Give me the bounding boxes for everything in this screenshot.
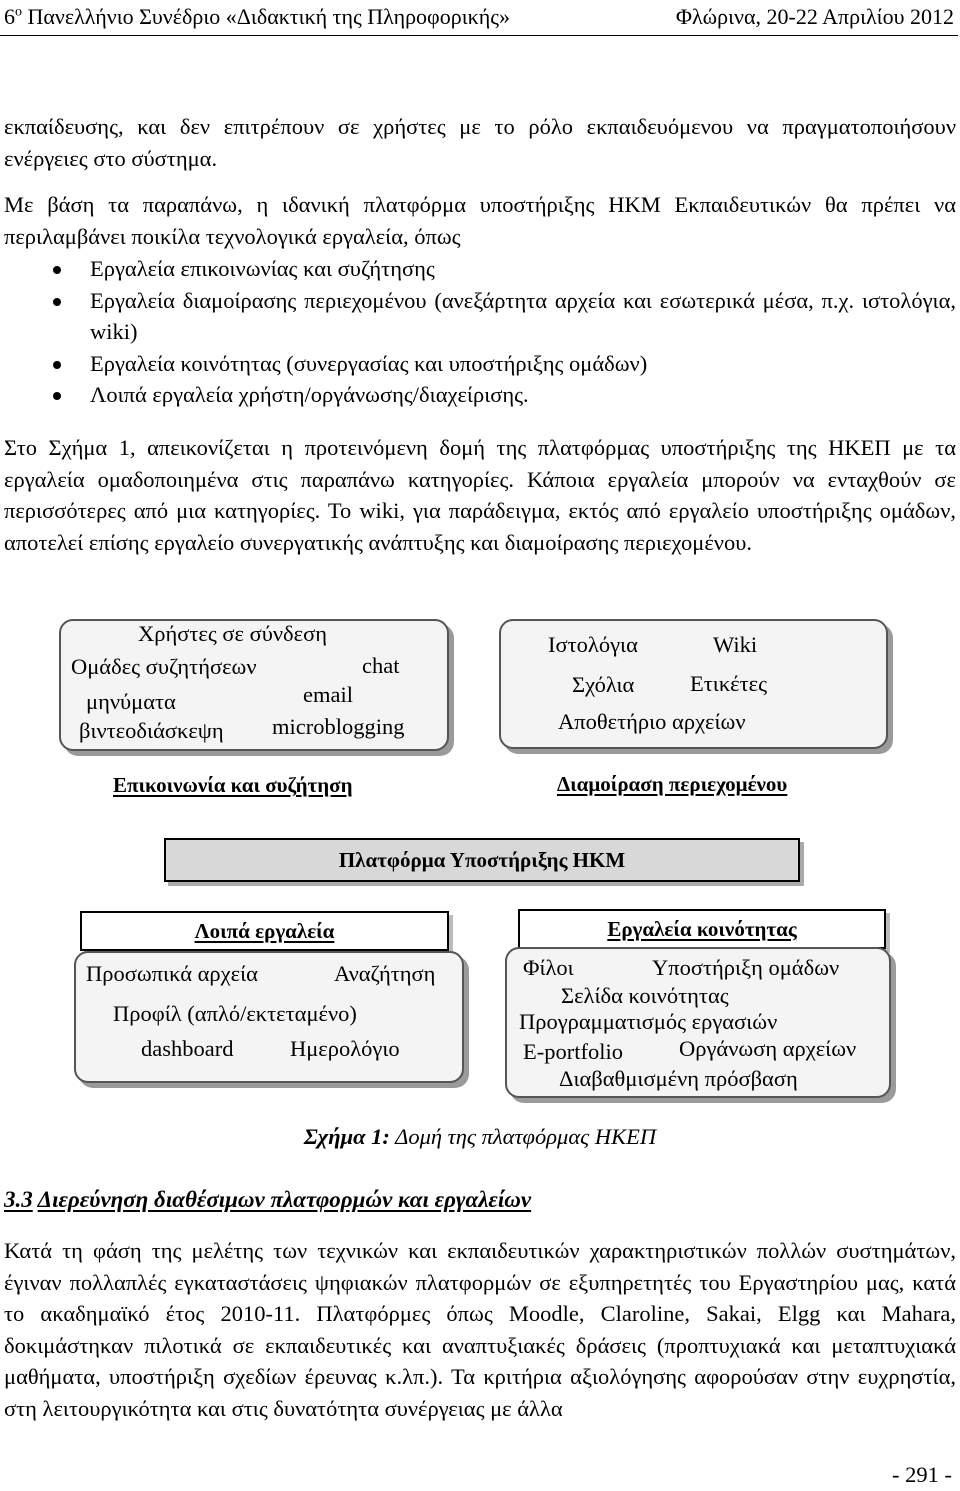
diagram-item: chat (362, 653, 400, 678)
page-number: - 291 - (892, 1462, 952, 1487)
bullet-icon (53, 361, 61, 369)
diagram-item: Προφίλ (απλό/εκτεταμένο) (113, 1001, 357, 1026)
diagram-item: Προγραμματισμός εργασιών (519, 1009, 778, 1034)
diagram-item: Φίλοι (523, 955, 574, 980)
diagram-item: Wiki (713, 632, 758, 657)
diagram-item: Οργάνωση αρχείων (679, 1036, 857, 1061)
diagram-item: Ομάδες συζητήσεων (71, 654, 257, 679)
diagram-item: μηνύματα (86, 689, 176, 714)
other-tools-label: Λοιπά εργαλεία (194, 919, 335, 943)
bullet-item: Εργαλεία επικοινωνίας και συζήτησης (0, 253, 956, 285)
community-tools-label: Εργαλεία κοινότητας (607, 917, 797, 941)
running-header (4, 4, 954, 32)
diagram-item: Ετικέτες (690, 671, 768, 696)
community-tools-label-box (518, 909, 886, 949)
header-place-date: Φλώρινα, 20-22 Απριλίου 2012 (675, 4, 954, 29)
diagram-item: dashboard (141, 1036, 234, 1061)
diagram-item: βιντεοδιάσκεψη (79, 718, 224, 743)
bullet-item: Εργαλεία κοινότητας (συνεργασίας και υποστήριξης ομάδων) (0, 348, 956, 380)
header-conference: $6^o$ Πανελλήνιο Συνέδριο «Διδακτική της Πληροφορικής» (4, 4, 510, 29)
paragraph-3: Στο Σχήμα 1, απεικονίζεται η προτεινόμενη δομή της πλατφόρμας υποστήριξης της ΗΚΕΠ με τα εργαλεία ομαδοποιημένα στις παραπάνω κατηγορίες. Κάποια εργαλεία μπορούν να ενταχθούν σε περισσότερες από μια κατηγορίες. Το wiki, για παράδειγμα, εκτός από εργαλείο υποστήριξης ομάδων, αποτελεί επίσης εργαλείο συνεργατικής ανάπτυξης και διαμοίρασης περιεχομένου. (4, 435, 956, 555)
diagram-item: Αποθετήριο αρχείων (558, 709, 746, 734)
section-title: Διερεύνηση διαθέσιμων πλατφορμών και εργαλείων (37, 1187, 532, 1212)
diagram-item: email (303, 682, 353, 707)
bullet-item: Λοιπά εργαλεία χρήστη/οργάνωσης/διαχείρισης. (0, 379, 956, 411)
paragraph-1: εκπαίδευσης, και δεν επιτρέπουν σε χρήστες με το ρόλο εκπαιδευόμενου να πραγματοποιήσουν ενέργειες στο σύστημα. (4, 114, 956, 171)
diagram-item: Διαβαθμισμένη πρόσβαση (559, 1066, 798, 1091)
diagram-item: Σχόλια (572, 672, 635, 697)
section-heading: 3.3 Διερεύνηση διαθέσιμων πλατφορμών και εργαλείων (4, 1187, 532, 1212)
bullet-icon (53, 298, 61, 306)
platform-label: Πλατφόρμα Υποστήριξης ΗΚΜ (338, 848, 626, 872)
bullet-list (0, 253, 956, 411)
platform-box (164, 838, 800, 882)
diagram-item: Υποστήριξη ομάδων (652, 955, 840, 980)
sharing-label: Διαμοίραση περιεχομένου (557, 772, 788, 796)
other-tools-label-box (80, 911, 449, 951)
diagram-item: Προσωπικά αρχεία (86, 961, 258, 986)
diagram-item: Σελίδα κοινότητας (561, 983, 729, 1008)
communication-label: Επικοινωνία και συζήτηση (113, 773, 353, 797)
header-rule (0, 35, 958, 36)
diagram-item: microblogging (272, 714, 405, 739)
paragraph-2: Με βάση τα παραπάνω, η ιδανική πλατφόρμα υποστήριξης ΗΚΜ Εκπαιδευτικών θα πρέπει να περιλαμβάνει ποικίλα τεχνολογικά εργαλεία, όπως (4, 192, 956, 249)
diagram-item: Ιστολόγια (548, 632, 638, 657)
figure-caption: Σχήμα 1: Δομή της πλατφόρμας ΗΚΕΠ (303, 1124, 657, 1149)
paragraph-4: Κατά τη φάση της μελέτης των τεχνικών και εκπαιδευτικών χαρακτηριστικών πολλών συστημάτων, έγιναν πολλαπλές εγκαταστάσεις ψηφιακών πλατφορμών σε εξυπηρετητές του Εργαστηρίου μας, κατά το ακαδημαϊκό έτος 2010-11. Πλατφόρμες όπως Moodle, Claroline, Sakai, Elgg και Mahara, δοκιμάστηκαν πιλοτικά σε εκπαιδευτικές και αναπτυξιακές δράσεις (προπτυχιακά και μεταπτυχιακά μαθήματα, υποστήριξη σχεδίων έρευνας κ.λπ.). Τα κριτήρια αξιολόγησης αφορούσαν στην ευχρηστία, στη λειτουργικότητα και στις δυνατότητα συνέργειας με άλλα (4, 1238, 956, 1421)
diagram-item: E-portfolio (523, 1039, 623, 1064)
bullet-icon (53, 392, 61, 400)
diagram-item: Χρήστες σε σύνδεση (138, 621, 327, 646)
bullet-icon (53, 266, 61, 274)
bullet-item: Εργαλεία διαμοίρασης περιεχομένου (ανεξάρτητα αρχεία και εσωτερικά μέσα, π.χ. ιστολόγια, wiki) (0, 285, 956, 348)
diagram-item: Ημερολόγιο (290, 1036, 400, 1061)
diagram-item: Αναζήτηση (334, 961, 436, 986)
